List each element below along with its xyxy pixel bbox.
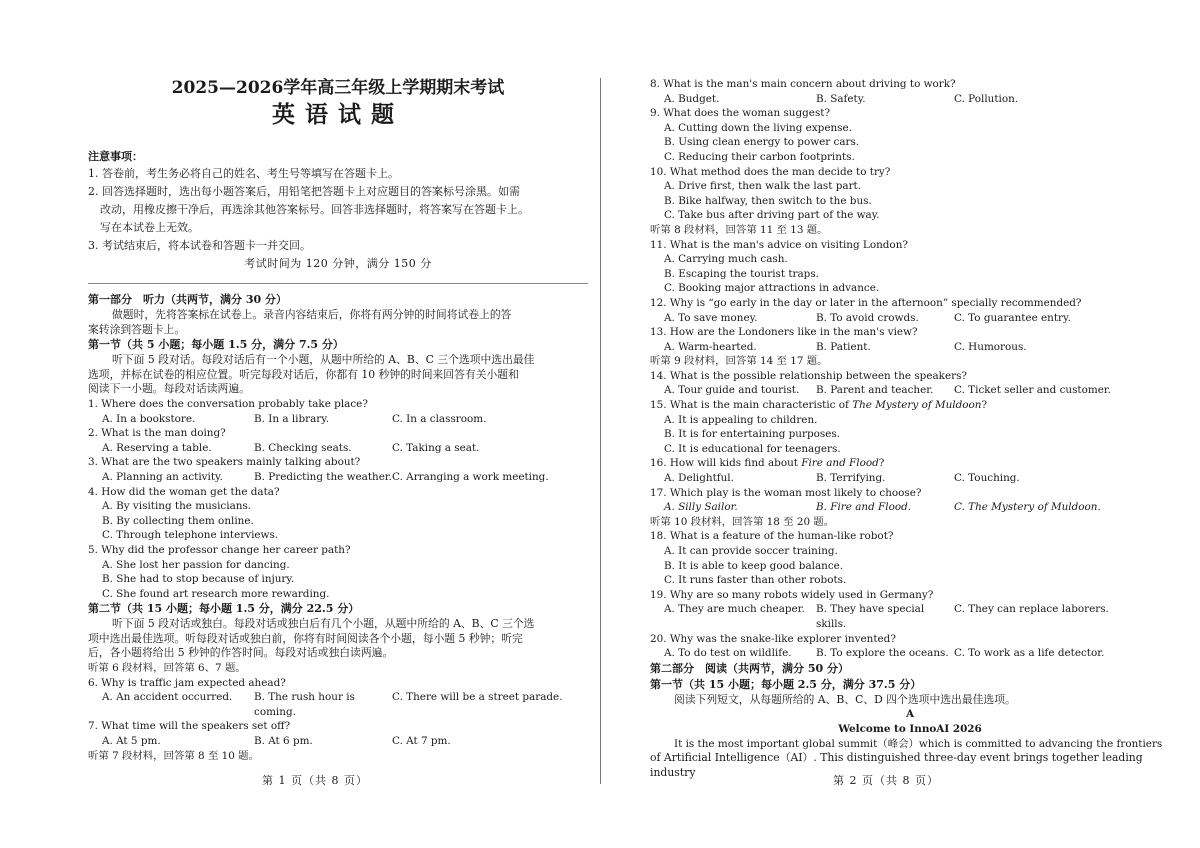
option-c: C. To work as a life detector.: [954, 647, 1105, 660]
option-c: C. She found art research more rewarding.: [102, 587, 330, 600]
page-footer: 第 1 页（共 8 页）: [262, 774, 368, 787]
question-15: [650, 398, 1170, 413]
question-3-options: [88, 470, 588, 485]
part1-instruction: 做题时，先将答案标在试卷上。录音内容结束后，你将有两分钟的时间将试卷上的答: [112, 308, 512, 321]
question-14-options: [650, 383, 1170, 398]
option-a: A. They are much cheaper.: [664, 603, 805, 616]
option-a: A. Tour guide and tourist.: [664, 384, 800, 397]
part1-title: 第一部分 听力（共两节，满分 30 分）: [88, 293, 287, 306]
option-c: C. There will be a street parade.: [392, 691, 563, 704]
option-b: B. They have special skills.: [816, 603, 925, 630]
option-a: A. Carrying much cash.: [664, 253, 788, 266]
section2-title: 第二节（共 15 小题；每小题 1.5 分，满分 22.5 分）: [88, 602, 360, 616]
listening-material-9: 听第 9 段材料，回答第 14 至 17 题。: [650, 355, 828, 368]
option-a: A. Budget.: [664, 92, 720, 105]
option-c: C. They can replace laborers.: [954, 603, 1109, 616]
option-c: C. Humorous.: [954, 340, 1027, 353]
section1-title: 第一节（共 5 小题；每小题 1.5 分，满分 7.5 分）: [88, 338, 344, 352]
listening-material-8: 听第 8 段材料，回答第 11 至 13 题。: [650, 223, 828, 236]
option-c: C. Take bus after driving part of the way.: [664, 209, 880, 222]
option-c: C. It runs faster than other robots.: [664, 574, 847, 587]
option-a: A. Silly Sailor.: [664, 501, 738, 514]
question-20: 20. Why was the snake-like explorer invented?: [650, 632, 896, 645]
page-footer: 第 2 页（共 8 页）: [833, 774, 939, 787]
option-a: A. Delightful.: [664, 472, 734, 485]
question-7: 7. What time will the speakers set off?: [88, 720, 291, 733]
question-3: 3. What are the two speakers mainly talking about?: [88, 456, 361, 469]
option-a: A. To do test on wildlife.: [664, 647, 792, 660]
option-c: C. Touching.: [954, 472, 1020, 485]
option-b: B. Using clean energy to power cars.: [664, 136, 860, 149]
option-b: B. Checking seats.: [254, 441, 352, 454]
option-a: A. In a bookstore.: [102, 412, 196, 425]
option-b: B. She had to stop because of injury.: [102, 573, 295, 586]
exam-time: 考试时间为 120 分钟，满分 150 分: [244, 257, 432, 270]
passage-letter: A: [905, 708, 915, 721]
option-a: A. By visiting the musicians.: [102, 500, 252, 513]
option-c: C. Reducing their carbon footprints.: [664, 150, 855, 163]
part1-instruction-2: 案转涂到答题卡上。: [88, 322, 186, 336]
section2-instruction-2: 项中选出最佳选项。听每段对话或独白前，你将有时间阅读各个小题，每小题 5 秒钟；听完: [88, 631, 523, 645]
option-b: B. Terrifying.: [816, 472, 886, 485]
part2-title: 第二部分 阅读（共两节，满分 50 分）: [650, 661, 849, 675]
option-a: A. Drive first, then walk the last part.: [664, 180, 862, 193]
question-4: 4. How did the woman get the data?: [88, 485, 280, 498]
option-a: A. She lost her passion for dancing.: [102, 558, 290, 571]
note-3: 3. 考试结束后，将本试卷和答题卡一并交回。: [88, 239, 311, 252]
option-b: B. By collecting them online.: [102, 514, 254, 527]
play-title: Fire and Flood: [801, 457, 879, 470]
note-2: 2. 回答选择题时，选出每小题答案后，用铅笔把答题卡上对应题目的答案标号涂黑。如需: [88, 185, 520, 198]
option-b: B. Parent and teacher.: [816, 384, 934, 397]
exam-title: 2025—2026学年高三年级上学期期末考试: [171, 78, 505, 98]
exam-subject: 英语试题: [272, 101, 404, 128]
option-a: A. Reserving a table.: [102, 441, 212, 454]
question-16: [650, 456, 1170, 471]
part2-instruction: 阅读下列短文，从每题所给的 A、B、C、D 四个选项中选出最佳选项。: [674, 692, 1016, 706]
note-2-cont2: 写在本试卷上无效。: [100, 221, 199, 234]
note-1: 1. 答卷前，考生务必将自己的姓名、考生号等填写在答题卡上。: [88, 167, 399, 180]
option-a: A. An accident occurred.: [102, 691, 233, 704]
option-c: C. In a classroom.: [392, 412, 487, 425]
option-a: A. Planning an activity.: [102, 470, 223, 483]
passage-line-1: It is the most important global summit（峰会）which is committed to advancing the frontiers: [674, 737, 1163, 750]
listening-material-6: 听第 6 段材料，回答第 6、7 题。: [88, 662, 246, 675]
option-b: B. Patient.: [816, 340, 871, 353]
question-16-options: [650, 471, 1170, 486]
question-15-text: 15. What is the main characteristic of: [650, 399, 853, 412]
section2-instruction: 听下面 5 段对话或独白。每段对话或独白后有几个小题，从题中所给的 A、B、C 三个选: [112, 617, 535, 631]
option-b: B. It is for entertaining purposes.: [664, 428, 840, 441]
option-a: A. To save money.: [664, 311, 758, 324]
section1-instruction: 听下面 5 段对话。每段对话后有一个小题，从题中所给的 A、B、C 三个选项中选出最佳: [112, 353, 535, 367]
option-a: A. It is appealing to children.: [664, 413, 818, 426]
option-c: C. Pollution.: [954, 92, 1019, 105]
part2-section1-title: 第一节（共 15 小题；每小题 2.5 分，满分 37.5 分）: [650, 677, 922, 691]
option-b: B. To avoid crowds.: [816, 311, 919, 324]
header-rule: [88, 283, 588, 284]
question-11: 11. What is the man's advice on visiting London?: [650, 238, 908, 251]
question-12: 12. Why is “go early in the day or later in the afternoon” specially recommended?: [650, 296, 1082, 309]
question-8-options: [650, 92, 1170, 107]
option-c: C. Taking a seat.: [392, 441, 480, 454]
question-1-options: [88, 412, 588, 427]
question-14: 14. What is the possible relationship between the speakers?: [650, 369, 967, 382]
option-b: B. In a library.: [254, 412, 330, 425]
option-b: B. At 6 pm.: [254, 735, 313, 748]
option-c: C. It is educational for teenagers.: [664, 442, 841, 455]
option-c: C. Ticket seller and customer.: [954, 384, 1111, 397]
listening-material-7: 听第 7 段材料，回答第 8 至 10 题。: [88, 749, 259, 762]
option-a: A. At 5 pm.: [102, 735, 161, 748]
question-17: 17. Which play is the woman most likely to choose?: [650, 486, 922, 499]
play-title: The Mystery of Muldoon: [852, 399, 982, 412]
question-5: 5. Why did the professor change her career path?: [88, 543, 351, 556]
question-20-options: [650, 646, 1170, 661]
option-a: A. Cutting down the living expense.: [664, 121, 852, 134]
question-6: 6. Why is traffic jam expected ahead?: [88, 676, 286, 689]
section1-instruction-2: 选项，并标在试卷的相应位置。听完每段对话后，你都有 10 秒钟的时间来回答有关小题和: [88, 367, 519, 381]
option-a: A. It can provide soccer training.: [664, 545, 838, 557]
section1-instruction-3: 阅读下一小题。每段对话读两遍。: [88, 382, 250, 396]
question-13: 13. How are the Londoners like in the man's view?: [650, 326, 918, 339]
question-19: 19. Why are so many robots widely used in Germany?: [650, 588, 934, 601]
question-13-options: [650, 340, 1170, 355]
question-mark: ?: [878, 457, 885, 470]
option-c: C. To guarantee entry.: [954, 311, 1071, 324]
notes-title: 注意事项：: [88, 150, 143, 163]
question-18: 18. What is a feature of the human-like robot?: [650, 530, 894, 543]
option-c: C. Through telephone interviews.: [102, 529, 279, 542]
option-c: C. Booking major attractions in advance.: [664, 282, 880, 295]
question-10: 10. What method does the man decide to try?: [650, 165, 891, 178]
option-b: B. Predicting the weather.: [254, 470, 392, 483]
option-b: B. To explore the oceans.: [816, 647, 949, 660]
option-a: A. Warm-hearted.: [664, 340, 757, 353]
passage-line-2: of Artificial Intelligence（AI）. This distinguished three-day event brings together leading industry: [650, 751, 1143, 779]
question-6-options: [88, 690, 588, 719]
option-b: B. It is able to keep good balance.: [664, 559, 844, 572]
option-b: B. Safety.: [816, 92, 866, 105]
option-c: C. Arranging a work meeting.: [392, 470, 549, 483]
listening-material-10: 听第 10 段材料，回答第 18 至 20 题。: [650, 515, 835, 528]
question-9: 9. What does the woman suggest?: [650, 107, 831, 120]
question-16-text: 16. How will kids find about: [650, 457, 802, 470]
question-17-options: [650, 500, 1170, 515]
passage-title: Welcome to InnoAI 2026: [838, 722, 982, 735]
question-mark: ?: [981, 399, 988, 412]
question-19-options: [650, 602, 1170, 631]
option-c: C. At 7 pm.: [392, 735, 451, 748]
option-c: C. The Mystery of Muldoon.: [954, 501, 1101, 514]
exam-page-2: [600, 0, 1200, 848]
question-1: 1. Where does the conversation probably take place?: [88, 397, 368, 410]
option-b: B. Fire and Flood.: [816, 501, 912, 514]
option-b: B. Escaping the tourist traps.: [664, 267, 819, 280]
question-7-options: [88, 734, 588, 749]
option-b: B. Bike halfway, then switch to the bus.: [664, 194, 872, 207]
option-b: B. The rush hour is coming.: [254, 691, 355, 718]
question-12-options: [650, 311, 1170, 326]
question-8: 8. What is the man's main concern about driving to work?: [650, 78, 956, 90]
note-2-cont: 改动，用橡皮擦干净后，再选涂其他答案标号。回答非选择题时，将答案写在答题卡上。: [100, 203, 529, 216]
question-2: 2. What is the man doing?: [88, 427, 226, 440]
question-2-options: [88, 441, 588, 456]
section2-instruction-3: 后，各小题将给出 5 秒钟的作答时间。每段对话或独白读两遍。: [88, 646, 394, 660]
